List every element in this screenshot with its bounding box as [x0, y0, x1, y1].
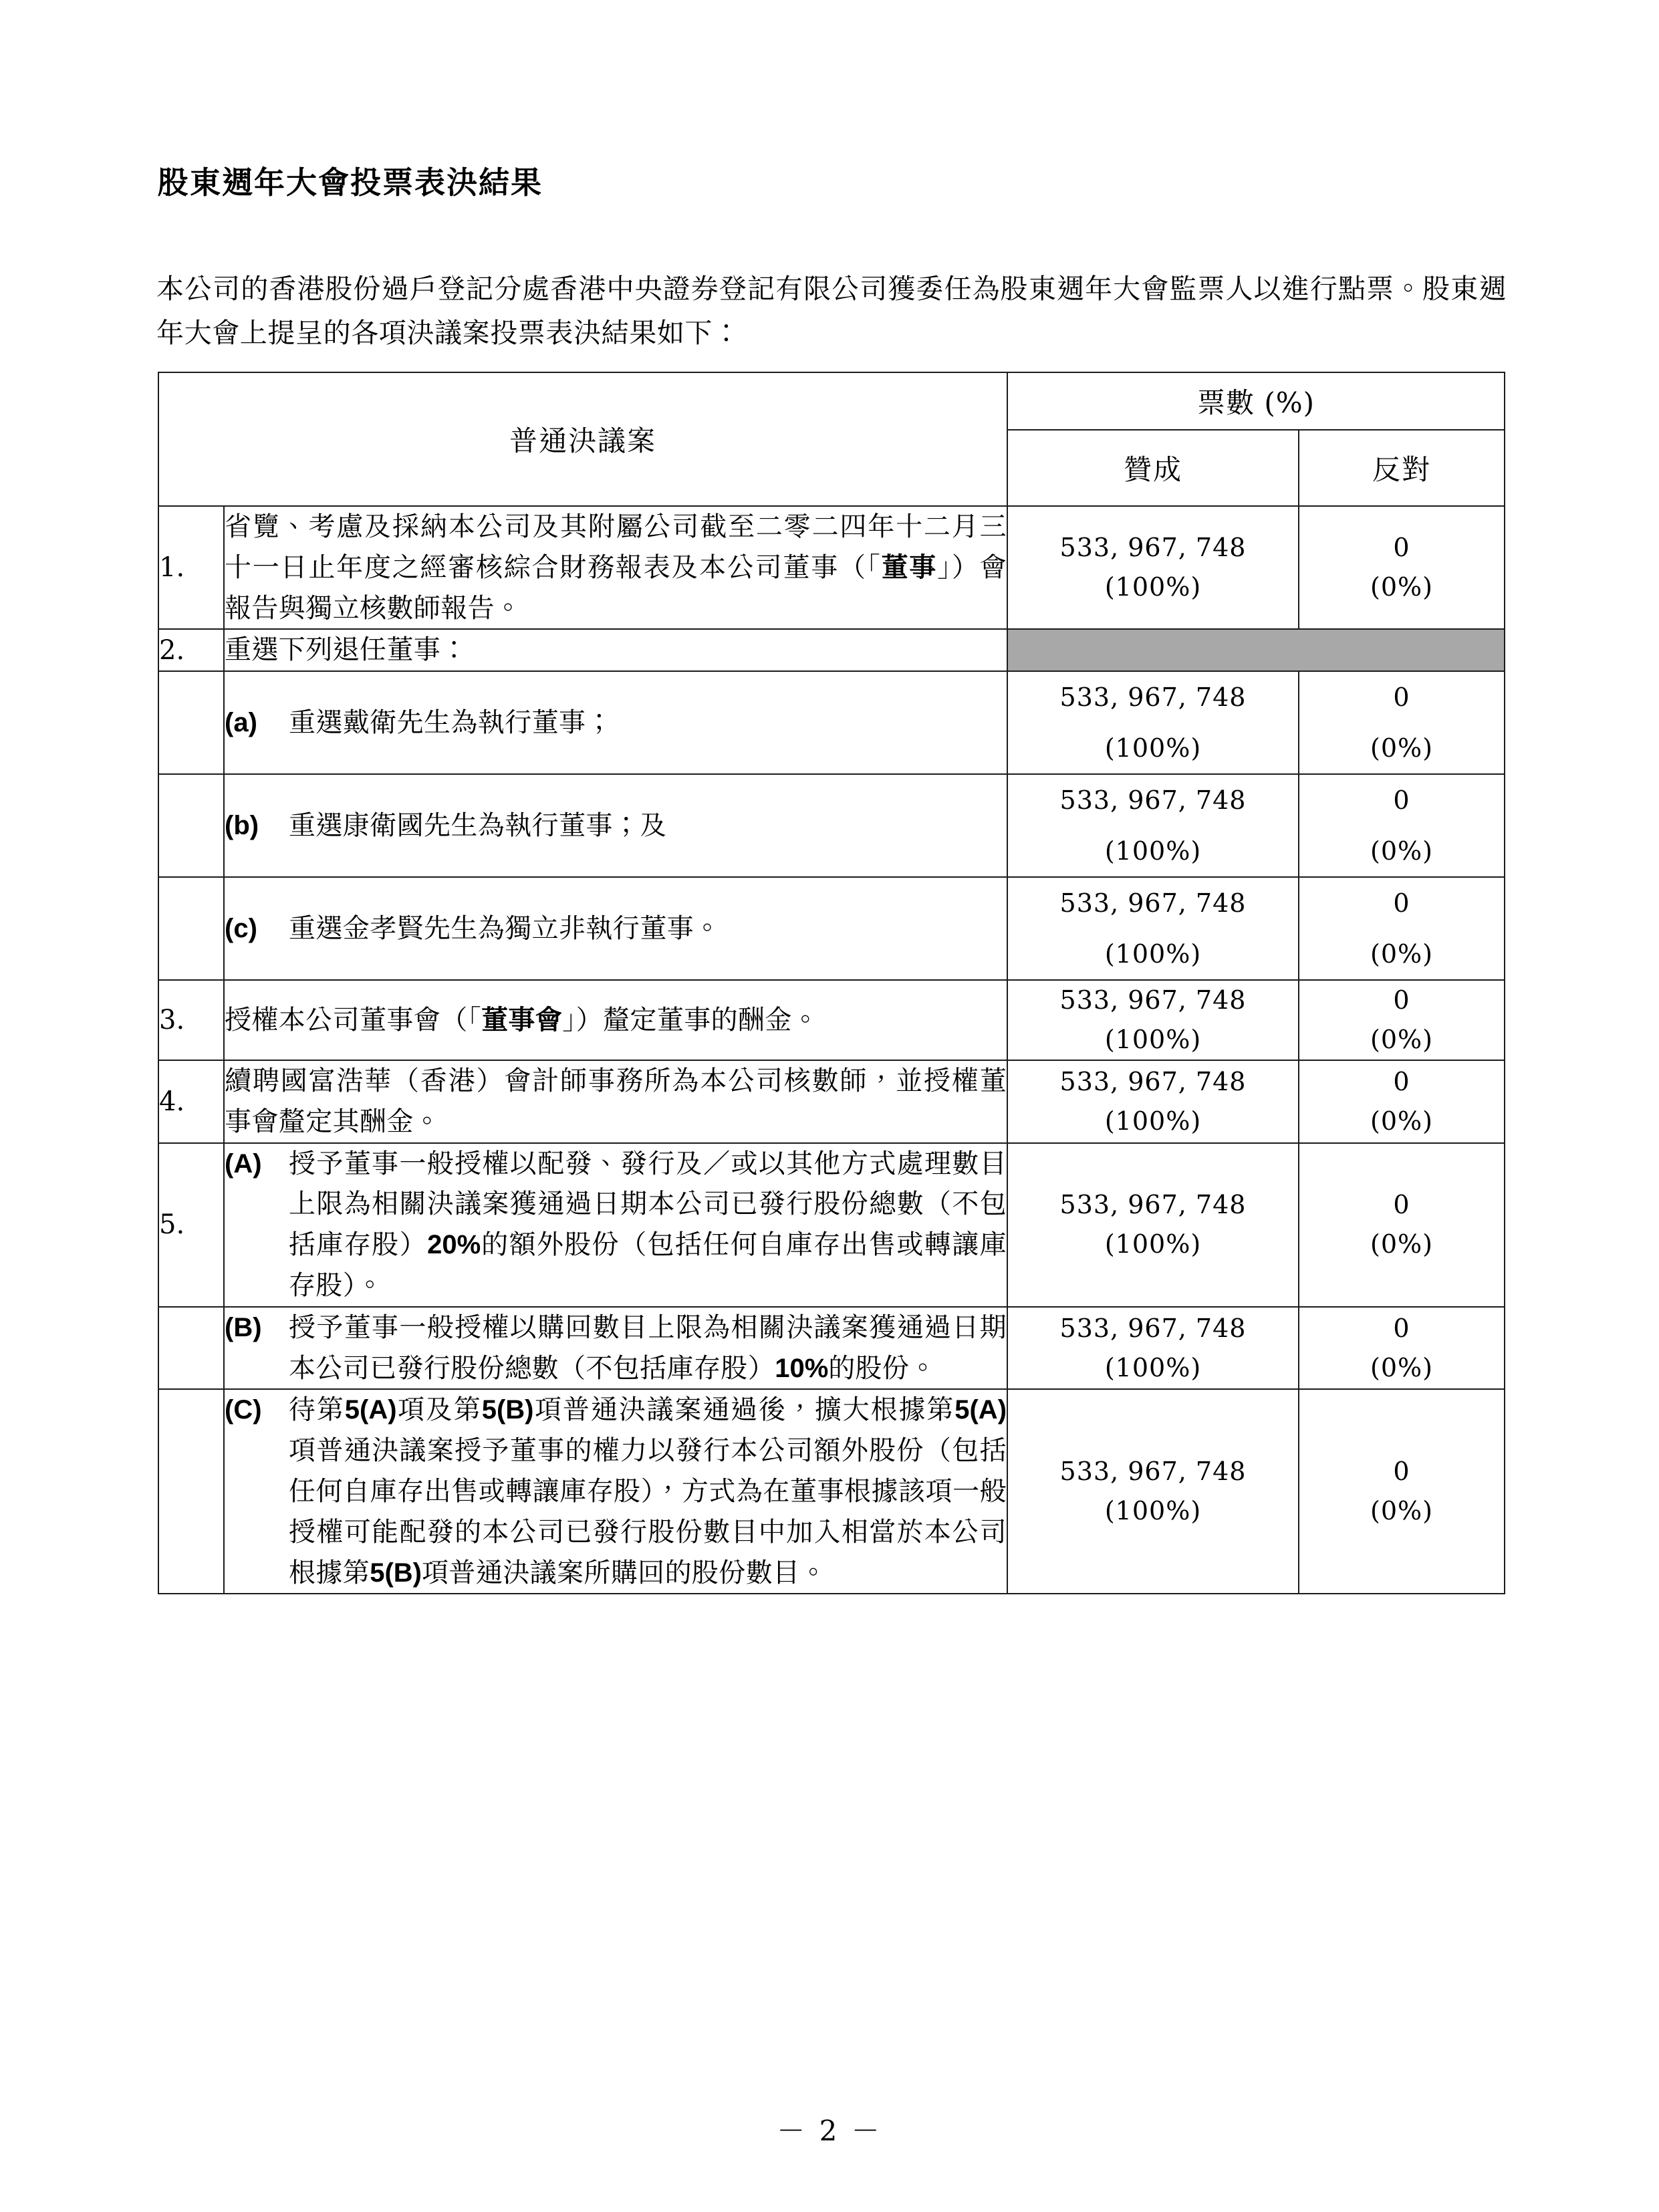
table-row	[158, 774, 1505, 877]
votes-for-cell	[1007, 1143, 1299, 1307]
votes-against-cell	[1299, 877, 1505, 980]
votes-for-percent: (100%)	[1104, 572, 1202, 602]
sub-item-text: 重選戴衛先生為執行董事；	[289, 707, 613, 738]
sub-item	[225, 806, 1007, 846]
row-number: 3.	[158, 980, 224, 1060]
votes-against-percent: (0%)	[1370, 572, 1433, 602]
sub-item	[225, 1144, 1007, 1306]
votes-for-count: 533, 967, 748	[1059, 888, 1247, 918]
sub-item-segment-1: 授予董事一般授權以購回數目上限為相關決議案獲通過日期本公司已發行股份總數（不包括庫存股）	[289, 1312, 1007, 1384]
resolution-reference-2: 5(B)	[481, 1395, 534, 1425]
sub-item	[225, 703, 1007, 743]
votes-against-percent: (0%)	[1370, 1106, 1433, 1136]
votes-against-percent: (0%)	[1370, 733, 1433, 763]
table-header-row-1	[158, 372, 1505, 430]
percentage-value: 20%	[427, 1230, 481, 1260]
row-number	[158, 774, 224, 877]
resolution-reference-4: 5(B)	[370, 1558, 422, 1588]
resolution-emphasis: 董事會	[481, 1003, 563, 1035]
votes-for-cell	[1007, 774, 1299, 877]
header-votes-for: 贊成	[1007, 430, 1299, 506]
sub-item-text: 重選金孝賢先生為獨立非執行董事。	[289, 912, 721, 944]
sub-item-label: (C)	[225, 1395, 262, 1425]
resolution-text: 續聘國富浩華（香港）會計師事務所為本公司核數師，並授權董事會釐定其酬金。	[224, 1060, 1007, 1143]
votes-for-percent: (100%)	[1104, 1229, 1202, 1259]
resolution-emphasis: 董事	[881, 551, 938, 583]
resolution-text-after: 」）會報告與獨立核數師報告。	[225, 551, 1007, 624]
sub-item-segment-4: 項普通決議案授予董事的權力以發行本公司額外股份（包括任何自庫存出售或轉讓庫存股），方式為在董事根據該項一般授權可能配發的本公司已發行股份數目中加入相當於本公司根據第	[289, 1435, 1007, 1588]
voting-results-table	[158, 372, 1505, 1594]
votes-against-cell	[1299, 1143, 1505, 1307]
votes-against-cell	[1299, 980, 1505, 1060]
resolution-text	[224, 1143, 1007, 1307]
votes-against-percent: (0%)	[1370, 1229, 1433, 1259]
votes-for-count: 533, 967, 748	[1059, 1190, 1247, 1220]
votes-against-percent: (0%)	[1370, 836, 1433, 866]
sub-item-text: 重選康衛國先生為執行董事；及	[289, 810, 667, 841]
sub-item-segment-2: 的額外股份（包括任何自庫存出售或轉讓庫存股）。	[289, 1229, 1007, 1301]
votes-against-percent: (0%)	[1370, 939, 1433, 969]
resolution-text	[224, 877, 1007, 980]
votes-for-cell	[1007, 1307, 1299, 1390]
resolution-text-after: 」）釐定董事的酬金。	[562, 1004, 819, 1035]
resolution-reference-3: 5(A)	[954, 1395, 1007, 1425]
votes-for-count: 533, 967, 748	[1059, 985, 1247, 1015]
votes-for-count: 533, 967, 748	[1059, 683, 1247, 713]
votes-for-count: 533, 967, 748	[1059, 1313, 1247, 1343]
page-number-footer: － 2 －	[777, 2114, 882, 2147]
table-row	[158, 1060, 1505, 1143]
resolution-text	[224, 980, 1007, 1060]
resolution-text	[224, 671, 1007, 774]
sub-item-text	[289, 1144, 1007, 1306]
sub-item-segment-3: 項普通決議案通過後，擴大根據第	[533, 1394, 955, 1426]
table-row	[158, 629, 1505, 671]
row-number: 1.	[158, 506, 224, 629]
votes-for-count: 533, 967, 748	[1059, 1457, 1247, 1487]
page-title: 股東週年大會投票表決結果	[158, 164, 543, 201]
header-votes-group: 票數 (%)	[1007, 372, 1505, 430]
votes-for-count: 533, 967, 748	[1059, 533, 1247, 563]
votes-against-count: 0	[1393, 1313, 1410, 1343]
votes-for-percent: (100%)	[1104, 1352, 1202, 1382]
resolution-text-before: 授權本公司董事會（「	[225, 1004, 481, 1035]
percentage-value: 10%	[775, 1353, 829, 1383]
votes-against-cell	[1299, 1060, 1505, 1143]
resolution-text: 重選下列退任董事：	[224, 629, 1007, 671]
header-resolutions: 普通決議案	[158, 372, 1007, 506]
votes-for-cell	[1007, 671, 1299, 774]
sub-item-segment-1: 待第	[289, 1394, 345, 1426]
resolution-reference-1: 5(A)	[344, 1395, 397, 1425]
sub-item	[225, 1308, 1007, 1389]
row-number: 4.	[158, 1060, 224, 1143]
shaded-empty-cell	[1007, 629, 1505, 671]
table-row	[158, 980, 1505, 1060]
votes-against-count: 0	[1393, 683, 1410, 713]
sub-item-segment-5: 項普通決議案所購回的股份數目。	[421, 1557, 827, 1588]
sub-item-label: (a)	[225, 707, 257, 737]
votes-against-count: 0	[1393, 985, 1410, 1015]
table-row	[158, 506, 1505, 629]
votes-against-cell	[1299, 1307, 1505, 1390]
row-number	[158, 1389, 224, 1594]
votes-for-cell	[1007, 506, 1299, 629]
sub-item-segment-2: 的股份。	[828, 1352, 936, 1384]
intro-paragraph: 本公司的香港股份過戶登記分處香港中央證券登記有限公司獲委任為股東週年大會監票人以進行點票。股東週年大會上提呈的各項決議案投票表決結果如下：	[156, 273, 1507, 350]
sub-item-text	[289, 1308, 1007, 1389]
resolution-text	[224, 1389, 1007, 1594]
votes-for-percent: (100%)	[1104, 939, 1202, 969]
row-number: 5.	[158, 1143, 224, 1307]
votes-for-cell	[1007, 1389, 1299, 1594]
table-row	[158, 1389, 1505, 1594]
votes-for-count: 533, 967, 748	[1059, 785, 1247, 816]
votes-for-percent: (100%)	[1104, 1106, 1202, 1136]
votes-for-cell	[1007, 980, 1299, 1060]
votes-against-count: 0	[1393, 1190, 1410, 1220]
votes-against-percent: (0%)	[1370, 1496, 1433, 1526]
resolution-text	[224, 1307, 1007, 1390]
row-number	[158, 877, 224, 980]
votes-for-count: 533, 967, 748	[1059, 1066, 1247, 1096]
votes-for-percent: (100%)	[1104, 1496, 1202, 1526]
votes-against-count: 0	[1393, 888, 1410, 918]
sub-item	[225, 1390, 1007, 1593]
votes-against-cell	[1299, 506, 1505, 629]
sub-item-segment-1: 授予董事一般授權以配發、發行及／或以其他方式處理數目上限為相關決議案獲通過日期本公司已發行股份總數（不包括庫存股）	[289, 1148, 1007, 1261]
sub-item	[225, 908, 1007, 949]
resolution-text	[224, 774, 1007, 877]
row-number	[158, 1307, 224, 1390]
votes-against-percent: (0%)	[1370, 1352, 1433, 1382]
sub-item-label: (b)	[225, 810, 259, 840]
resolution-text	[224, 506, 1007, 629]
sub-item-label: (B)	[225, 1312, 262, 1342]
votes-for-cell	[1007, 1060, 1299, 1143]
sub-item-label: (c)	[225, 913, 257, 943]
votes-against-cell	[1299, 774, 1505, 877]
votes-against-cell	[1299, 1389, 1505, 1594]
votes-against-percent: (0%)	[1370, 1025, 1433, 1055]
votes-for-percent: (100%)	[1104, 836, 1202, 866]
row-number: 2.	[158, 629, 224, 671]
sub-item-text	[289, 1390, 1007, 1593]
votes-against-count: 0	[1393, 1457, 1410, 1487]
votes-for-percent: (100%)	[1104, 733, 1202, 763]
votes-for-cell	[1007, 877, 1299, 980]
sub-item-segment-2: 項及第	[396, 1394, 482, 1426]
table-row	[158, 1307, 1505, 1390]
sub-item-label: (A)	[225, 1148, 262, 1179]
table-row	[158, 671, 1505, 774]
votes-against-count: 0	[1393, 1066, 1410, 1096]
votes-against-count: 0	[1393, 533, 1410, 563]
resolution-text-before: 省覽、考慮及採納本公司及其附屬公司截至二零二四年十二月三十一日止年度之經審核綜合財務報表及本公司董事（「	[225, 511, 1007, 583]
votes-for-percent: (100%)	[1104, 1025, 1202, 1055]
header-votes-against: 反對	[1299, 430, 1505, 506]
row-number	[158, 671, 224, 774]
votes-against-count: 0	[1393, 785, 1410, 816]
votes-against-cell	[1299, 671, 1505, 774]
table-row	[158, 877, 1505, 980]
table-row	[158, 1143, 1505, 1307]
